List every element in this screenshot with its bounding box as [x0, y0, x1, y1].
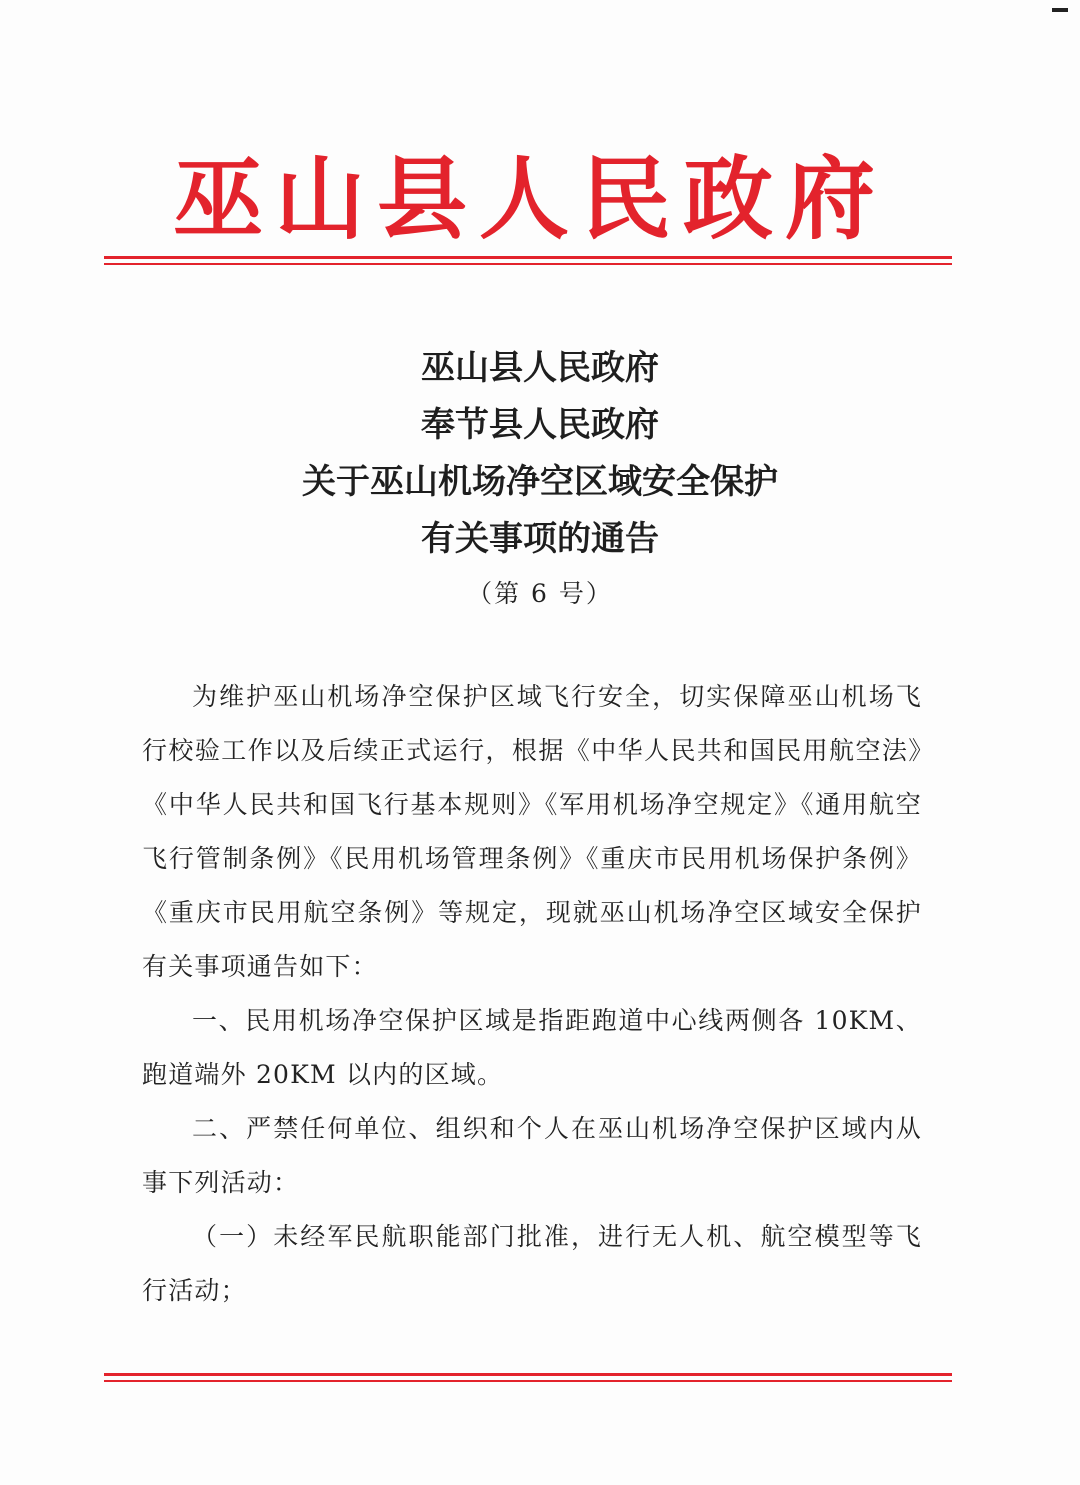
footer-rule-thick [104, 1373, 952, 1376]
notice-body [142, 670, 922, 1318]
paragraph-subitem-1: （一）未经军民航职能部门批准，进行无人机、航空模型等飞行活动； [142, 1222, 922, 1305]
footer-rule-thin [104, 1380, 952, 1382]
masthead-rule-thin [104, 263, 952, 265]
masthead-title: 巫山县人民政府 [173, 147, 887, 252]
notice-title-line-2: 有关事项的通告 [421, 519, 659, 559]
paragraph-item-1: 一、民用机场净空保护区域是指距跑道中心线两侧各 10KM、跑道端外 20KM 以内的区域。 [142, 1006, 922, 1089]
issuer-1: 巫山县人民政府 [421, 348, 659, 388]
masthead-rule-thick [104, 256, 952, 259]
paragraph-item-2: 二、严禁任何单位、组织和个人在巫山机场净空保护区域内从事下列活动： [142, 1114, 922, 1197]
issuer-2: 奉节县人民政府 [421, 405, 659, 445]
notice-title-line-1: 关于巫山机场净空区域安全保护 [302, 462, 778, 502]
paragraph-intro: 为维护巫山机场净空保护区域飞行安全，切实保障巫山机场飞行校验工作以及后续正式运行，根据《中华人民共和国民用航空法》《中华人民共和国飞行基本规则》《军用机场净空规定》《通用航空飞行管制条例》《民用机场管理条例》《重庆市民用机场保护条例》《重庆市民用航空条例》等规定，现就巫山机场净空区域安全保护有关事项通告如下： [142, 682, 922, 981]
document-number: （第 6 号） [467, 579, 613, 608]
corner-mark [1052, 8, 1068, 12]
notice-title-block [100, 340, 980, 614]
